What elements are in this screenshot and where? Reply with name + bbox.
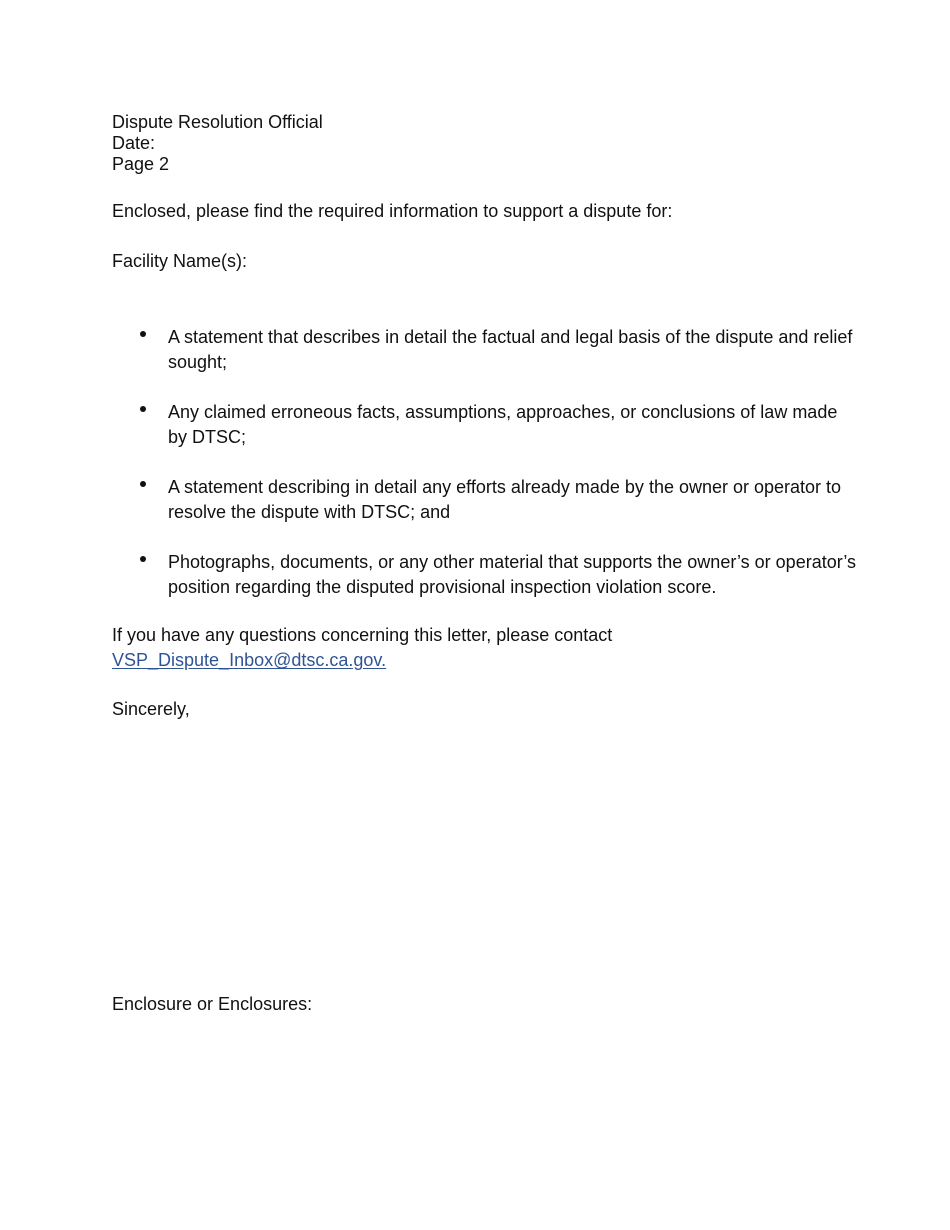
- recipient-line: Dispute Resolution Official: [112, 112, 323, 132]
- contact-email-link[interactable]: VSP_Dispute_Inbox@dtsc.ca.gov.: [112, 650, 387, 670]
- closing-line: Sincerely,: [112, 699, 190, 719]
- bullet-icon: [140, 556, 146, 562]
- enclosure-line: Enclosure or Enclosures:: [112, 994, 313, 1014]
- contact-sentence: If you have any questions concerning this letter, please contact: [112, 625, 613, 645]
- bullet-text: Any claimed erroneous facts, assumptions, approaches, or conclusions of law made by DTSC;: [168, 402, 838, 447]
- bullet-text: A statement that describes in detail the factual and legal basis of the dispute and relief sought;: [168, 327, 853, 372]
- page-number-line: Page 2: [112, 154, 170, 174]
- bullet-icon: [140, 331, 146, 337]
- bullet-text: Photographs, documents, or any other material that supports the owner’s or operator’s position regarding the disputed provisional inspection violation score.: [168, 552, 857, 597]
- intro-paragraph: Enclosed, please find the required information to support a dispute for:: [112, 201, 673, 221]
- bullet-text: A statement describing in detail any efforts already made by the owner or operator to resolve the dispute with DTSC; and: [168, 477, 842, 522]
- facility-name-label: Facility Name(s):: [112, 251, 248, 271]
- bullet-icon: [140, 406, 146, 412]
- bullet-icon: [140, 481, 146, 487]
- date-line: Date:: [112, 133, 156, 153]
